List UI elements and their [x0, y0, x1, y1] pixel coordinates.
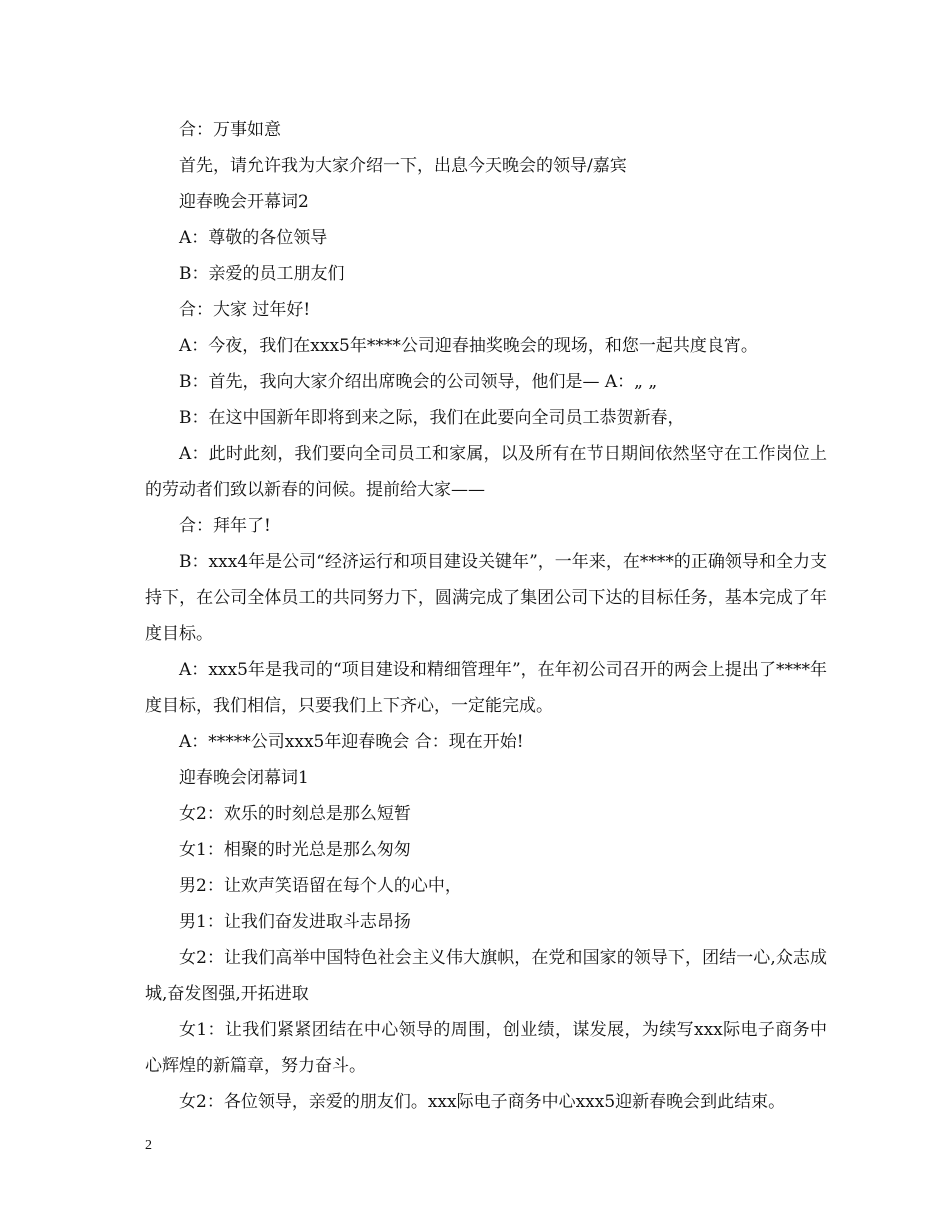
paragraph: 合：万事如意 — [179, 120, 281, 140]
paragraph: 合：拜年了! — [179, 516, 271, 536]
paragraph: A：*****公司xxx5年迎春晚会 合：现在开始! — [179, 732, 524, 752]
paragraph: 男1：让我们奋发进取斗志昂扬 — [179, 912, 411, 932]
paragraph: 女1：让我们紧紧团结在中心领导的周围，创业绩，谋发展，为续写xxx际电子商务中心辉煌的新篇章，努力奋斗。 — [145, 1020, 827, 1076]
paragraph: A：xxx5年是我司的“项目建设和精细管理年”，在年初公司召开的两会上提出了****年度目标，我们相信，只要我们上下齐心，一定能完成。 — [145, 660, 827, 716]
paragraph: 女2：各位领导，亲爱的朋友们。xxx际电子商务中心xxx5迎新春晚会到此结束。 — [179, 1092, 786, 1112]
paragraph: B：亲爱的员工朋友们 — [179, 264, 345, 284]
paragraph: 女2：欢乐的时刻总是那么短暂 — [179, 804, 411, 824]
paragraph: 女1：相聚的时光总是那么匆匆 — [179, 840, 411, 860]
paragraph: B：xxx4年是公司“经济运行和项目建设关键年”，一年来，在****的正确领导和全力支持下，在公司全体员工的共同努力下，圆满完成了集团公司下达的目标任务，基本完成了年度目标。 — [145, 552, 827, 644]
section-heading: 迎春晚会闭幕词1 — [179, 768, 309, 788]
document-body — [145, 112, 827, 1120]
paragraph: 合：大家 过年好! — [179, 300, 311, 320]
paragraph: B：在这中国新年即将到来之际，我们在此要向全司员工恭贺新春， — [179, 408, 685, 428]
paragraph: A：此时此刻，我们要向全司员工和家属，以及所有在节日期间依然坚守在工作岗位上的劳动者们致以新春的问候。提前给大家—— — [145, 444, 827, 500]
paragraph: 男2：让欢声笑语留在每个人的心中， — [179, 876, 462, 896]
paragraph: B：首先，我向大家介绍出席晚会的公司领导，他们是— A：„ „ — [179, 372, 658, 392]
paragraph: A：尊敬的各位领导 — [179, 228, 328, 248]
paragraph: A：今夜，我们在xxx5年****公司迎春抽奖晚会的现场，和您一起共度良宵。 — [179, 336, 758, 356]
section-heading: 迎春晚会开幕词2 — [179, 192, 309, 212]
paragraph: 女2：让我们高举中国特色社会主义伟大旗帜，在党和国家的领导下，团结一心,众志成城,奋发图强,开拓进取 — [145, 948, 827, 1004]
page-number: 2 — [145, 1138, 152, 1153]
paragraph: 首先，请允许我为大家介绍一下，出息今天晚会的领导/嘉宾 — [179, 156, 627, 176]
